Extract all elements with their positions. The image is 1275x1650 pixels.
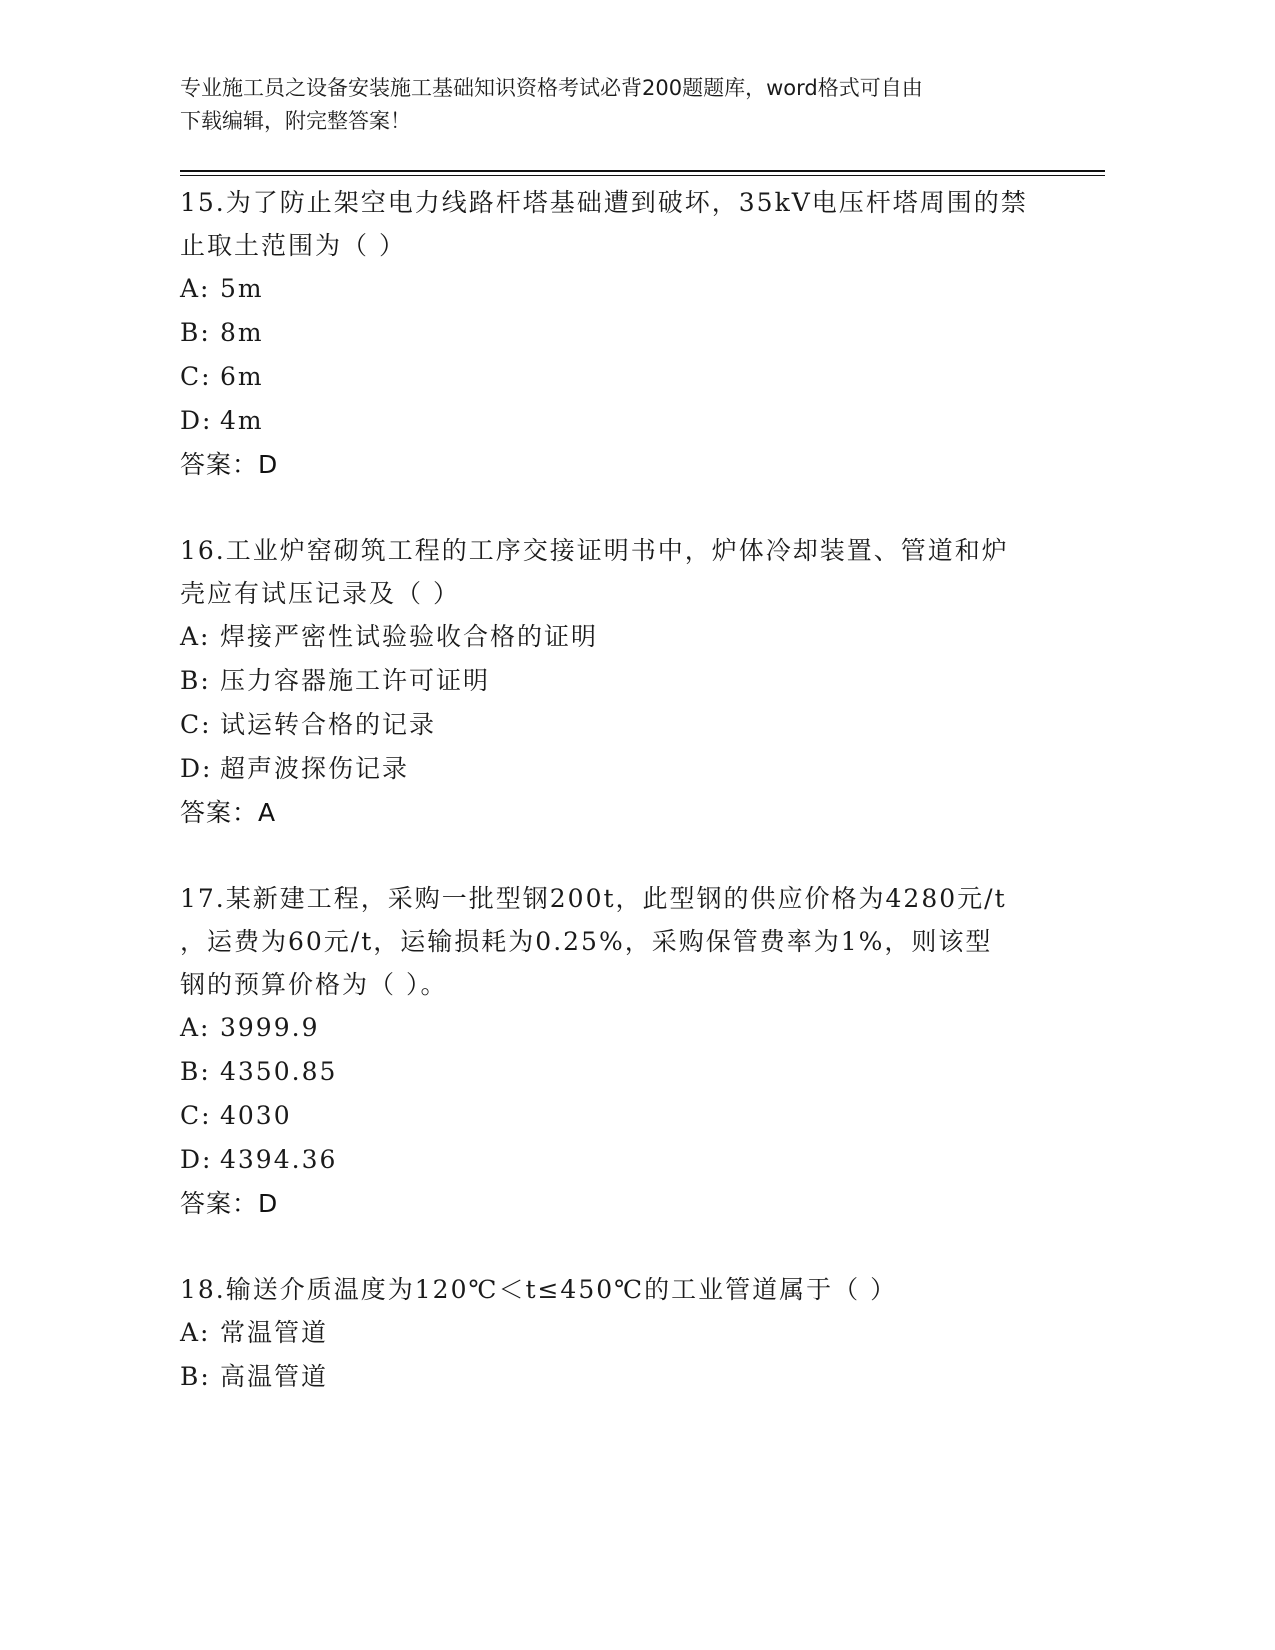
question-text-line: 止取土范围为（ ） [180, 231, 406, 260]
question-text-line: 17.某新建工程，采购一批型钢200t，此型钢的供应价格为4280元/t [180, 884, 1007, 913]
question-18 [180, 1268, 1080, 1399]
option-text: 4350.85 [220, 1057, 338, 1086]
option-d [180, 399, 1080, 443]
option-text: 压力容器施工许可证明 [220, 666, 491, 695]
option-label: B: [180, 318, 211, 347]
question-text-line: 钢的预算价格为（ ）。 [180, 970, 448, 999]
question-15 [180, 181, 1080, 486]
question-16 [180, 529, 1080, 834]
option-label: A: [180, 274, 211, 303]
option-text: 4394.36 [220, 1145, 338, 1174]
option-text: 6m [220, 362, 264, 391]
question-text-line: 16.工业炉窑砌筑工程的工序交接证明书中，炉体冷却装置、管道和炉 [180, 536, 1009, 565]
option-label: C: [180, 710, 212, 739]
answer: 答案：D [180, 450, 279, 479]
option-a [180, 1311, 1080, 1355]
option-label: A: [180, 622, 211, 651]
option-text: 5m [220, 274, 264, 303]
option-a [180, 1006, 1080, 1050]
option-text: 高温管道 [220, 1362, 329, 1391]
option-text: 常温管道 [220, 1318, 329, 1347]
option-b [180, 659, 1080, 703]
question-text-line: ，运费为60元/t，运输损耗为0.25%，采购保管费率为1%，则该型 [180, 927, 993, 956]
option-text: 4030 [220, 1101, 292, 1130]
question-list [180, 181, 1080, 1442]
option-label: B: [180, 1057, 211, 1086]
option-c [180, 355, 1080, 399]
option-text: 4m [220, 406, 264, 435]
option-label: A: [180, 1318, 211, 1347]
answer: 答案：D [180, 1189, 279, 1218]
option-label: D: [180, 754, 213, 783]
option-c [180, 703, 1080, 747]
option-label: A: [180, 1013, 211, 1042]
question-text-line: 壳应有试压记录及（ ） [180, 579, 460, 608]
option-b [180, 311, 1080, 355]
option-c [180, 1094, 1080, 1138]
option-label: B: [180, 666, 211, 695]
option-label: D: [180, 1145, 213, 1174]
option-label: C: [180, 1101, 212, 1130]
option-label: B: [180, 1362, 211, 1391]
option-label: D: [180, 406, 213, 435]
option-text: 焊接严密性试验验收合格的证明 [220, 622, 599, 651]
option-a [180, 267, 1080, 311]
header-divider-thin [180, 175, 1105, 176]
header-divider-thick [180, 170, 1105, 172]
question-text-line: 18.输送介质温度为120℃＜t≤450℃的工业管道属于（ ） [180, 1275, 898, 1304]
option-d [180, 747, 1080, 791]
option-text: 8m [220, 318, 264, 347]
option-text: 超声波探伤记录 [220, 754, 410, 783]
option-text: 试运转合格的记录 [220, 710, 437, 739]
option-label: C: [180, 362, 212, 391]
option-b [180, 1355, 1080, 1399]
header-line-2: 下载编辑，附完整答案！ [180, 109, 411, 133]
option-b [180, 1050, 1080, 1094]
question-17 [180, 877, 1080, 1225]
header-line-1: 专业施工员之设备安装施工基础知识资格考试必背200题题库，word格式可自由 [180, 76, 923, 100]
answer: 答案：A [180, 798, 277, 827]
option-d [180, 1138, 1080, 1182]
option-a [180, 615, 1080, 659]
document-header [180, 72, 1040, 138]
option-text: 3999.9 [220, 1013, 320, 1042]
question-text-line: 15.为了防止架空电力线路杆塔基础遭到破坏，35kV电压杆塔周围的禁 [180, 188, 1028, 217]
